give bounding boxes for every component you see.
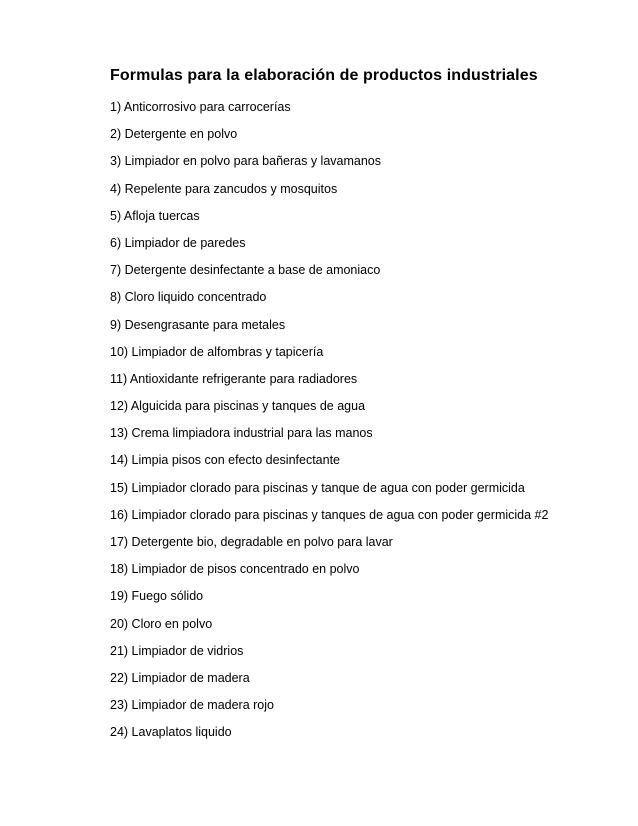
list-item: 19) Fuego sólido [110, 589, 204, 604]
list-item: 6) Limpiador de paredes [110, 235, 246, 250]
list-item: 2) Detergente en polvo [110, 127, 238, 142]
formula-list [110, 100, 548, 753]
list-item: 14) Limpia pisos con efecto desinfectante [110, 453, 340, 468]
list-item: 11) Antioxidante refrigerante para radiadores [110, 371, 358, 386]
list-item: 23) Limpiador de madera rojo [110, 698, 274, 713]
list-item: 12) Alguicida para piscinas y tanques de agua [110, 399, 366, 414]
list-item: 21) Limpiador de vidrios [110, 643, 244, 658]
list-item: 5) Afloja tuercas [110, 208, 200, 223]
list-item: 7) Detergente desinfectante a base de amoniaco [110, 263, 381, 278]
list-item: 24) Lavaplatos liquido [110, 725, 232, 740]
list-item: 22) Limpiador de madera [110, 670, 250, 685]
list-item: 20) Cloro en polvo [110, 616, 213, 631]
list-item: 15) Limpiador clorado para piscinas y tanque de agua con poder germicida [110, 480, 525, 495]
list-item: 3) Limpiador en polvo para bañeras y lavamanos [110, 154, 381, 169]
list-item: 1) Anticorrosivo para carrocerías [110, 100, 291, 114]
document-title: Formulas para la elaboración de productos industriales [110, 67, 538, 84]
list-item: 13) Crema limpiadora industrial para las manos [110, 426, 373, 441]
list-item: 4) Repelente para zancudos y mosquitos [110, 181, 338, 196]
list-item: 16) Limpiador clorado para piscinas y tanques de agua con poder germicida #2 [110, 507, 549, 522]
list-item: 10) Limpiador de alfombras y tapicería [110, 344, 324, 359]
list-item: 18) Limpiador de pisos concentrado en polvo [110, 562, 360, 577]
list-item: 8) Cloro liquido concentrado [110, 290, 267, 305]
list-item: 17) Detergente bio, degradable en polvo para lavar [110, 535, 393, 549]
list-item: 9) Desengrasante para metales [110, 317, 286, 332]
